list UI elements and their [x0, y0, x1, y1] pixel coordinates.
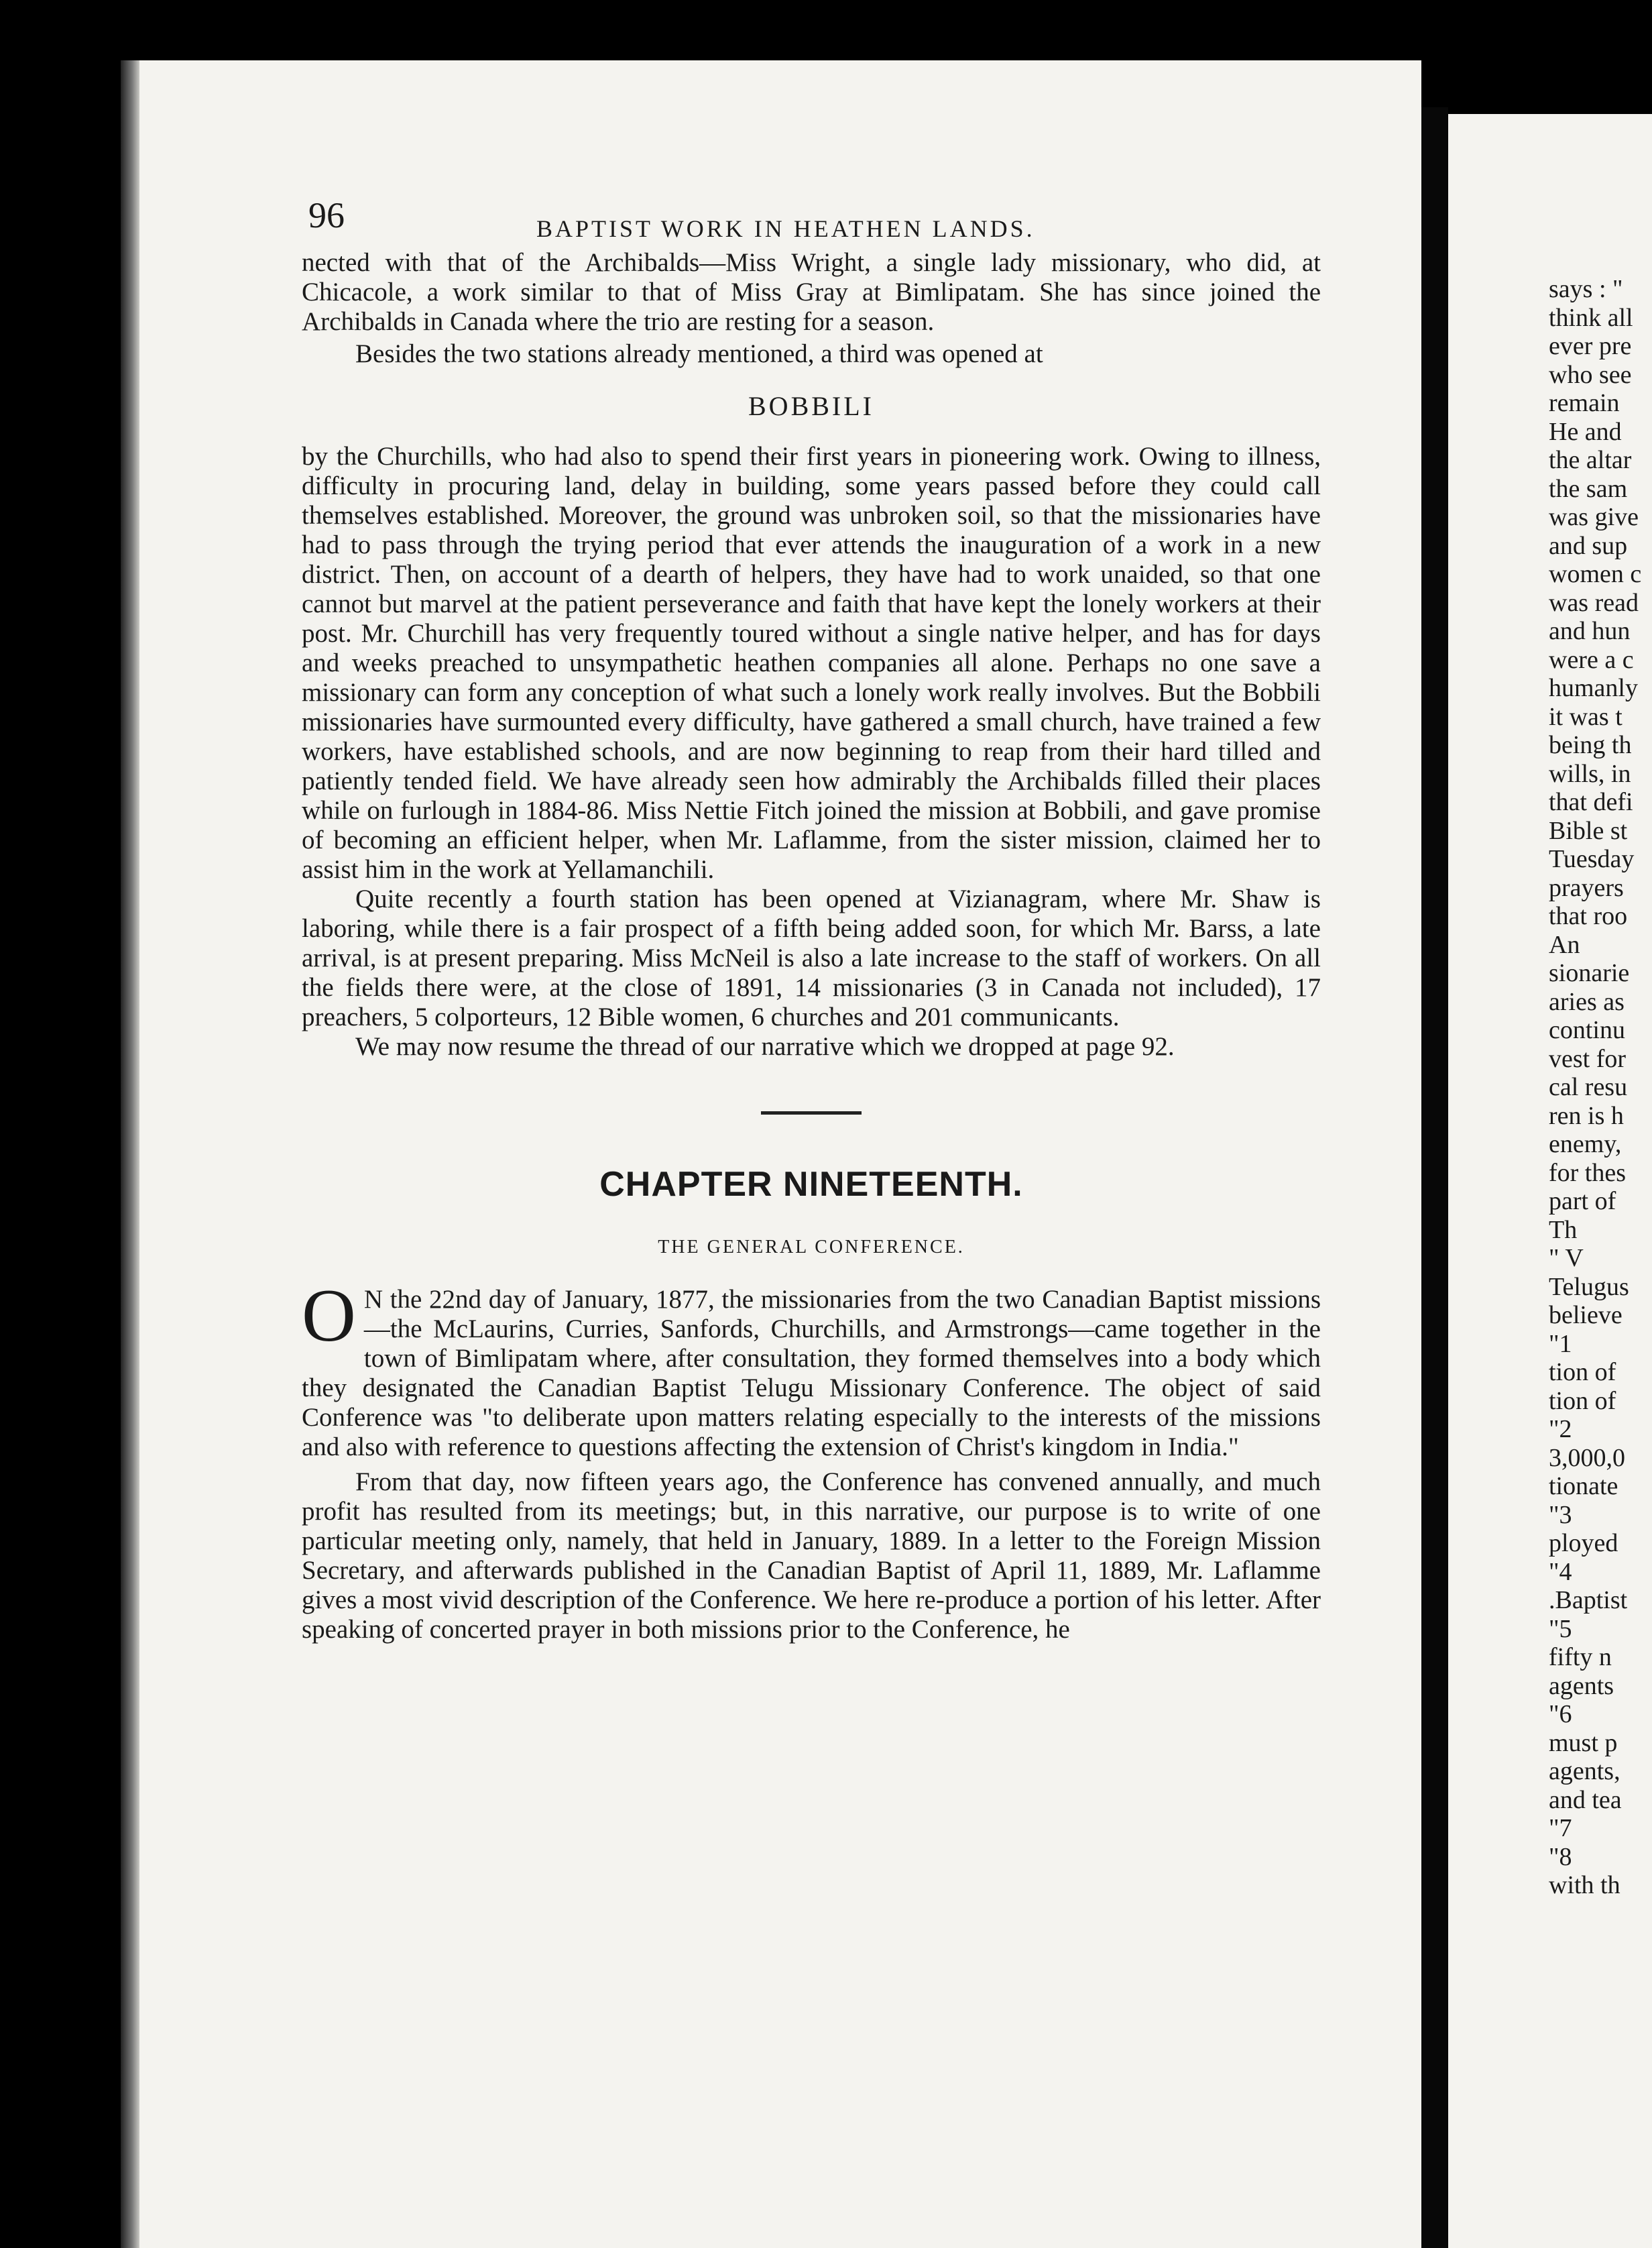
right-page-line: remain [1549, 389, 1620, 417]
right-page-line: prayers [1549, 873, 1624, 902]
right-page-line: were a c [1549, 645, 1634, 674]
right-page-line: enemy, [1549, 1130, 1622, 1158]
right-page-line: the altar [1549, 446, 1632, 474]
right-page-line: fifty n [1549, 1643, 1612, 1671]
resume-paragraph: We may now resume the thread of our narrative which we dropped at page 92. [355, 1032, 1175, 1061]
right-page-line: think all [1549, 303, 1633, 332]
chapter-subtitle: THE GENERAL CONFERENCE. [658, 1237, 965, 1257]
page-number: 96 [308, 195, 345, 235]
fourth-station-paragraph: Quite recently a fourth station has been opened at Vizianagram, where Mr. Shaw is laboring, while there is a fair prospect of a fifth being added soon, for which Mr. Barss, a late arrival, is at present preparing. Miss McNeil is also a late increase to the staff of workers. On all the fields there were, at the close of 1891, 14 missionaries (3 in Canada not included), 17 preachers, 5 colporteurs, 12 Bible women, 6 churches and 201 communicants. [302, 885, 1321, 1031]
right-page-line: with th [1549, 1871, 1620, 1899]
right-page-line: Bible st [1549, 816, 1628, 845]
station-heading: BOBBILI [748, 391, 874, 421]
chapter-paragraph-2: From that day, now fifteen years ago, the Conference has convened annually, and much profit has resulted from its meetings; but, in this narrative, our purpose is to write of one particular meeting only, namely, that held in January, 1889. In a letter to the Foreign Mission Secretary, and afterwards published in the Canadian Baptist of April 11, 1889, Mr. Laflamme gives a most vivid description of the Conference. We here re-produce a portion of his letter. After speaking of concerted prayer in both missions prior to the Conference, he [302, 1467, 1321, 1644]
right-page-line: An [1549, 930, 1580, 959]
right-page-line: "1 [1549, 1329, 1572, 1358]
right-page-line: "3 [1549, 1500, 1572, 1529]
right-page-line: it was t [1549, 702, 1622, 731]
right-page-line: the sam [1549, 474, 1628, 503]
chapter-paragraph-1 [302, 1274, 1321, 1462]
right-page-line: sionarie [1549, 959, 1630, 987]
book-spine [121, 60, 139, 2248]
right-page-line: and hun [1549, 617, 1631, 645]
right-page-line: continu [1549, 1016, 1625, 1044]
right-page-line: 3,000,0 [1549, 1443, 1625, 1472]
right-page-line: cal resu [1549, 1073, 1628, 1101]
right-page-line: and sup [1549, 531, 1628, 560]
page-content [302, 188, 1321, 1644]
right-page-line: must p [1549, 1728, 1618, 1757]
right-page-line: "4 [1549, 1557, 1572, 1586]
intro-paragraph: nected with that of the Archibalds—Miss Wright, a single lady missionary, who did, at Chicacole, a work similar to that of Miss Gray at Bimlipatam. She has since joined the Archibalds in Canada where the trio are resting for a season. [302, 248, 1321, 336]
right-page-line: Tuesday [1549, 845, 1635, 873]
right-page-line: "7 [1549, 1814, 1572, 1842]
right-page-line: agents, [1549, 1757, 1620, 1785]
right-page-line: "2 [1549, 1415, 1572, 1443]
right-page-line: Th [1549, 1215, 1578, 1244]
right-page-line: "8 [1549, 1842, 1572, 1871]
chapter-paragraph-1-text: N the 22nd day of January, 1877, the missionaries from the two Canadian Baptist missions—the McLaurins, Curries, Sanfords, Churchills, and Armstrongs—came together in the town of Bimlipatam where, after consultation, they formed themselves into a body which they designated the Canadian Baptist Telugu Missionary Conference. The object of said Conference was "to deliberate upon matters relating especially to the interests of the missions and also with reference to questions affecting the extension of Christ's kingdom in India." [302, 1285, 1321, 1461]
right-page-line: ren is h [1549, 1101, 1624, 1130]
right-page-line: being th [1549, 731, 1632, 759]
right-page-line: "6 [1549, 1700, 1572, 1728]
right-page-line: and tea [1549, 1785, 1622, 1814]
right-page-line: wills, in [1549, 759, 1631, 788]
right-page [1448, 114, 1652, 2248]
drop-cap: O [302, 1274, 356, 1357]
right-page-line: He and [1549, 417, 1622, 446]
right-page-line: tionate [1549, 1472, 1618, 1500]
right-page-line: for thes [1549, 1158, 1627, 1187]
section-divider [761, 1111, 862, 1115]
right-page-line: agents [1549, 1671, 1614, 1700]
right-page-line: " V [1549, 1244, 1584, 1272]
right-page-line: women c [1549, 560, 1642, 588]
right-page-line: aries as [1549, 987, 1625, 1016]
right-page-text [1549, 275, 1652, 1900]
right-page-line: says : " [1549, 275, 1623, 303]
right-page-line: was give [1549, 503, 1639, 531]
right-page-line: that defi [1549, 788, 1633, 816]
bobbili-paragraph: by the Churchills, who had also to spend their first years in pioneering work. Owing to illness, difficulty in procuring land, delay in building, some years passed before they could call themselves established. Moreover, the ground was unbroken soil, so that the missionaries have had to pass through the trying period that ever attends the inauguration of a work in a new district. Then, on account of a dearth of helpers, they have had to work unaided, so that one cannot but marvel at the patient perseverance and faith that have kept the lonely workers at their post. Mr. Churchill has very frequently toured without a single native helper, and has for days and weeks preached to unsympathetic heathen companies all alone. Perhaps no one save a missionary can form any conception of what such a lonely work really involves. But the Bobbili missionaries have surmounted every difficulty, have gathered a small church, have trained a few workers, have established schools, and are now beginning to reap from their hard tilled and patiently tended field. We have already seen how admirably the Archibalds filled their places while on furlough in 1884-86. Miss Nettie Fitch joined the mission at Bobbili, and gave promise of becoming an efficient helper, when Mr. Laflamme, from the sister mission, claimed her to assist him in the work at Yellamanchili. [302, 442, 1321, 884]
right-page-line: part of [1549, 1187, 1616, 1215]
besides-paragraph: Besides the two stations already mentioned, a third was opened at [355, 339, 1043, 368]
right-page-line: who see [1549, 360, 1632, 389]
right-page-line: vest for [1549, 1044, 1627, 1073]
right-page-line: Telugus [1549, 1272, 1629, 1301]
right-page-line: was read [1549, 588, 1639, 617]
right-page-line: that roo [1549, 902, 1628, 930]
right-page-line: ever pre [1549, 332, 1632, 360]
page-gutter [1421, 107, 1448, 2248]
right-page-line: tion of [1549, 1386, 1616, 1415]
page-header [302, 188, 1321, 248]
chapter-title: CHAPTER NINETEENTH. [599, 1165, 1023, 1204]
right-page-line: believe [1549, 1301, 1622, 1329]
right-page-line: .Baptist [1549, 1586, 1628, 1614]
right-page-line: humanly [1549, 674, 1638, 702]
right-page-line: "5 [1549, 1614, 1572, 1643]
right-page-line: ployed [1549, 1529, 1618, 1557]
right-page-line: tion of [1549, 1358, 1616, 1386]
running-head: BAPTIST WORK IN HEATHEN LANDS. [536, 215, 1035, 242]
